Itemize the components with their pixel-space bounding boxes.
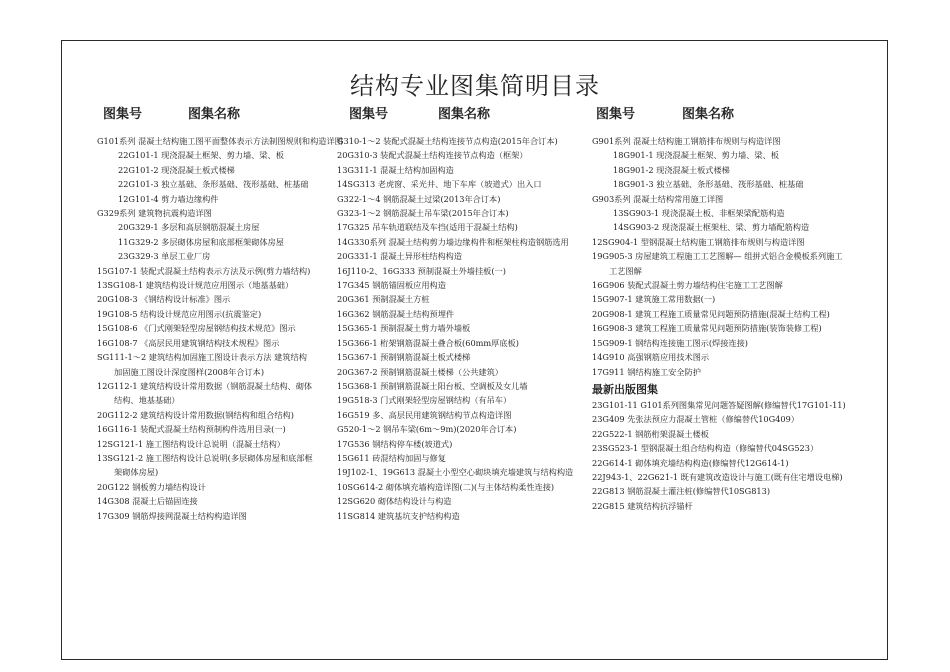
catalog-entry: 20G329-1 多层和高层钢筋混凝土房屋 <box>118 222 260 233</box>
catalog-entry: 15G107-1 装配式混凝土结构表示方法及示例(剪力墙结构) <box>97 265 311 276</box>
catalog-entry: 13SG108-1 建筑结构设计规范应用图示（地基基础） <box>97 280 294 291</box>
catalog-entry: 16J110-2、16G333 预制混凝土外墙挂板(一) <box>337 265 506 276</box>
catalog-entry: 工艺图解 <box>609 265 642 276</box>
catalog-entry: 14SG903-2 现浇混凝土框架柱、梁、剪力墙配筋构造 <box>613 222 810 233</box>
catalog-entry: G901系列 混凝土结构施工钢筋排布规则与构造详图 <box>592 136 781 146</box>
catalog-entry: G903系列 混凝土结构常用施工详图 <box>592 193 724 204</box>
catalog-entry: 16G906 装配式混凝土剪力墙结构住宅施工工艺图解 <box>592 280 783 291</box>
catalog-entry: 20G108-3 《钢结构设计标准》图示 <box>97 294 231 305</box>
catalog-entry: 15G367-1 预制钢筋混凝土板式楼梯 <box>337 352 471 363</box>
column-header <box>337 103 595 123</box>
catalog-entry: 17G309 钢筋焊接网混凝土结构构造详图 <box>97 510 247 521</box>
atlas-number-header: 图集号 <box>103 107 143 122</box>
catalog-entry: 11SG814 建筑基坑支护结构构造 <box>337 510 460 521</box>
catalog-entry: 22G101-3 独立基础、条形基础、筏形基础、桩基础 <box>118 179 309 190</box>
new-publication-entry: 22G815 建筑结构抗浮锚杆 <box>592 500 693 511</box>
catalog-entry: 17G345 钢筋锚固板应用构造 <box>337 280 446 291</box>
catalog-entry: 20G310-3 装配式混凝土结构连接节点构造（框架） <box>337 150 528 161</box>
column-header <box>592 103 862 123</box>
catalog-entry: 20G361 预制混凝土方桩 <box>337 294 430 305</box>
new-publication-entry: 22G813 钢筋混凝土灌注桩(修编替代10SG813) <box>592 486 771 497</box>
new-publication-entry: 23G101-11 G101系列图集常见问题答疑图解(修编替代17G101-11) <box>592 399 846 410</box>
catalog-entry: 10SG614-2 砌体填充墙构造详图(二)(与主体结构柔性连接) <box>337 481 555 492</box>
atlas-name-header: 图集名称 <box>682 107 735 122</box>
catalog-entry: 15G366-1 桁架钢筋混凝土叠合板(60mm厚底板) <box>337 337 519 348</box>
catalog-entry: G329系列 建筑物抗震构造详图 <box>97 208 212 219</box>
catalog-entry: 12SG904-1 型钢混凝土结构施工钢筋排布规则与构造详图 <box>592 236 805 247</box>
catalog-entry: 20G367-2 预制钢筋混凝土楼梯（公共建筑） <box>337 366 503 377</box>
catalog-entry: 15G611 砖混结构加固与修复 <box>337 452 446 463</box>
catalog-entry: 12G101-4 剪力墙边缘构件 <box>118 193 219 204</box>
catalog-entry: 12G112-1 建筑结构设计常用数据（钢筋混凝土结构、砌体 <box>97 380 313 391</box>
catalog-entry: 20G122 钢板剪力墙结构设计 <box>97 481 206 492</box>
new-publication-entry: 22G614-1 砌体填充墙结构构造(修编替代12G614-1) <box>592 457 789 468</box>
catalog-entry: 16G108-7 《高层民用建筑钢结构技术规程》图示 <box>97 337 280 348</box>
catalog-entry: 20G112-2 建筑结构设计常用数据(钢结构和组合结构) <box>97 409 294 420</box>
atlas-number-header: 图集号 <box>596 107 636 122</box>
atlas-name-header: 图集名称 <box>438 107 491 122</box>
catalog-entry: 16G519 多、高层民用建筑钢结构节点构造详图 <box>337 409 512 420</box>
catalog-entry: 18G901-3 独立基础、条形基础、筏形基础、桩基础 <box>613 179 804 190</box>
catalog-entry: 14G330系列 混凝土结构剪力墙边缘构件和框架柱构造钢筋选用 <box>337 236 569 247</box>
new-publications-list <box>592 398 862 513</box>
catalog-column-1 <box>97 103 342 523</box>
atlas-number-header: 图集号 <box>349 107 389 122</box>
catalog-entry: 架砌体房屋) <box>114 467 159 478</box>
catalog-entry: 加固施工图设计深度图样(2008年合订本) <box>114 366 265 377</box>
new-publications-heading: 最新出版图集 <box>592 382 658 396</box>
catalog-list <box>97 134 342 523</box>
atlas-name-header: 图集名称 <box>188 107 241 122</box>
catalog-entry: 16G908-3 建筑工程施工质量常见问题预防措施(装饰装修工程) <box>592 323 822 334</box>
catalog-entry: 19J102-1、19G613 混凝土小型空心砌块填充墙建筑与结构构造 <box>337 467 574 478</box>
catalog-entry: 16G116-1 装配式混凝土结构预制构件选用目录(一) <box>97 424 286 435</box>
catalog-entry: 19G108-5 结构设计规范应用图示(抗震鉴定) <box>97 308 262 319</box>
catalog-entry: 15G907-1 建筑施工常用数据(一) <box>592 294 716 305</box>
catalog-entry: 14G910 高强钢筋应用技术图示 <box>592 352 710 363</box>
new-publication-entry: 23SG523-1 型钢混凝土组合结构构造（修编替代04SG523） <box>592 443 819 454</box>
catalog-list <box>337 134 595 523</box>
catalog-entry: 15G365-1 预制混凝土剪力墙外墙板 <box>337 323 471 334</box>
catalog-entry: 22G101-2 现浇混凝土板式楼梯 <box>118 164 235 175</box>
catalog-entry: 20G331-1 混凝土异形柱结构构造 <box>337 251 463 262</box>
catalog-entry: 18G901-1 现浇混凝土框架、剪力墙、梁、板 <box>613 150 779 161</box>
catalog-entry: G101系列 混凝土结构施工图平面整体表示方法制图规则和构造详图 <box>97 136 343 146</box>
catalog-entry: G310-1～2 装配式混凝土结构连接节点构造(2015年合订本) <box>337 136 558 146</box>
catalog-entry: G520-1～2 钢吊车梁(6m～9m)(2020年合订本) <box>337 424 517 435</box>
catalog-entry: 17G536 钢结构停车楼(坡道式) <box>337 438 453 449</box>
new-publication-entry: 22G522-1 钢筋桁架混凝土楼板 <box>592 428 709 439</box>
catalog-entry: 17G325 吊车轨道联结及车挡(适用于混凝土结构) <box>337 222 518 233</box>
catalog-entry: 23G329-3 单层工业厂房 <box>118 251 211 262</box>
catalog-column-3 <box>592 103 862 513</box>
catalog-entry: 13G311-1 混凝土结构加固构造 <box>337 164 454 175</box>
catalog-entry: 19G905-3 房屋建筑工程施工工艺图解— 组拼式铝合金模板系列施工 <box>592 251 843 262</box>
catalog-entry: 20G908-1 建筑工程施工质量常见问题预防措施(混凝土结构工程) <box>592 308 830 319</box>
catalog-entry: 22G101-1 现浇混凝土框架、剪力墙、梁、板 <box>118 150 284 161</box>
catalog-entry: 11G329-2 多层砌体房屋和底部框架砌体房屋 <box>118 236 284 247</box>
catalog-entry: G323-1～2 钢筋混凝土吊车梁(2015年合订本) <box>337 208 509 219</box>
new-publication-entry: 22J943-1、22G621-1 既有建筑改造设计与施工(既有住宅增设电梯) <box>592 471 843 482</box>
catalog-entry: SG111-1～2 建筑结构加固施工图设计表示方法 建筑结构 <box>97 352 307 363</box>
catalog-entry: 12SG121-1 施工图结构设计总说明（混凝土结构） <box>97 438 285 449</box>
column-header <box>97 103 342 123</box>
new-publication-entry: 23G409 先张法预应力混凝土管桩（修编替代10G409） <box>592 414 799 425</box>
catalog-entry: 17G911 钢结构施工安全防护 <box>592 366 701 377</box>
catalog-list <box>592 134 862 379</box>
catalog-entry: 14G308 混凝土后锚固连接 <box>97 496 198 507</box>
catalog-entry: 16G362 钢筋混凝土结构预埋件 <box>337 308 455 319</box>
catalog-entry: 19G518-3 门式刚架轻型房屋钢结构（有吊车） <box>337 395 512 406</box>
catalog-column-2 <box>337 103 595 523</box>
catalog-entry: 13SG121-2 施工图结构设计总说明(多层砌体房屋和底部框 <box>97 452 313 463</box>
catalog-entry: 结构、地基基础） <box>114 395 180 406</box>
catalog-entry: 15G108-6 《门式刚架轻型房屋钢结构技术规范》图示 <box>97 323 296 334</box>
catalog-entry: G322-1～4 钢筋混凝土过梁(2013年合订本) <box>337 193 501 204</box>
catalog-entry: 14SG313 老虎窗、采光井、地下车库（坡道式）出入口 <box>337 179 542 190</box>
catalog-entry: 13SG903-1 现浇混凝土板、非框架梁配筋构造 <box>613 208 785 219</box>
page-title: 结构专业图集简明目录 <box>350 72 600 100</box>
catalog-entry: 15G909-1 钢结构连接施工图示(焊接连接) <box>592 337 748 348</box>
catalog-entry: 15G368-1 预制钢筋混凝土阳台板、空调板及女儿墙 <box>337 380 528 391</box>
catalog-entry: 12SG620 砌体结构设计与构造 <box>337 496 452 507</box>
catalog-entry: 18G901-2 现浇混凝土板式楼梯 <box>613 164 730 175</box>
